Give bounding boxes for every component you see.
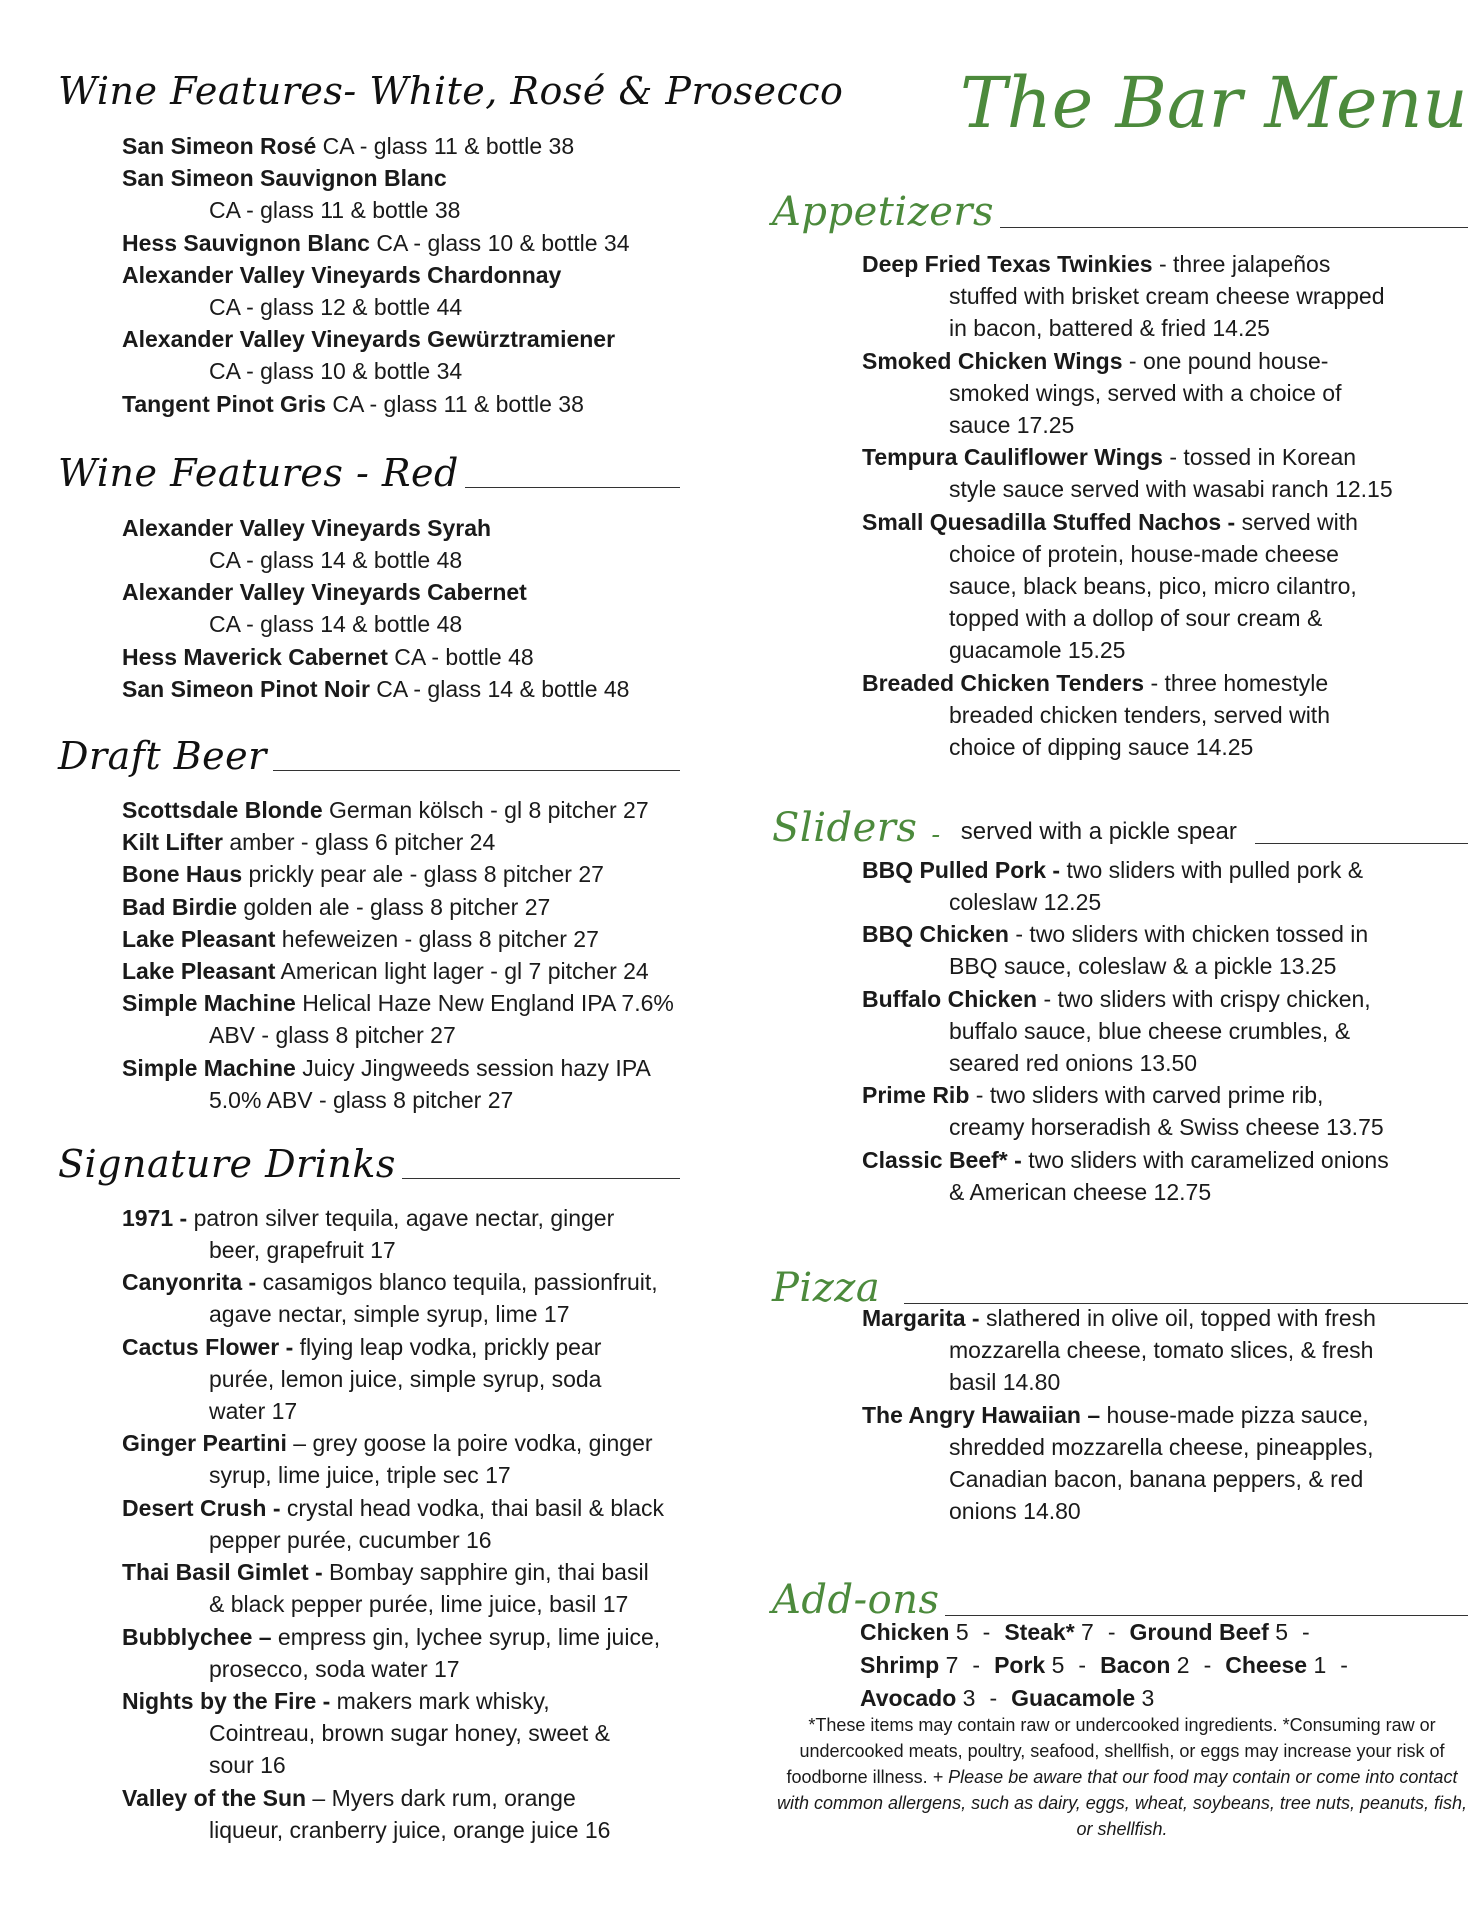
addons-row [860,1649,1460,1682]
menu-item [122,794,722,826]
item-name: Nights by the Fire - [122,1688,331,1714]
addon-separator: - [1203,1652,1212,1678]
addon-name: Chicken [860,1619,950,1645]
menu-item [862,441,1462,505]
addon-price: 5 [1268,1619,1288,1645]
addon-separator: - [1340,1652,1348,1678]
menu-item [122,388,722,420]
item-description-continued: agave nectar, simple syrup, lime 17 [209,1301,570,1328]
menu-item [122,512,722,576]
section-header-draft-beer [58,734,680,778]
item-description: casamigos blanco tequila, passionfruit, [256,1269,658,1296]
item-description: – grey goose la poire vodka, ginger [286,1430,653,1457]
menu-item [122,987,722,1051]
item-name: Alexander Valley Vineyards Chardonnay [122,261,562,288]
item-name: Tempura Cauliflower Wings [862,444,1163,471]
section-title: Appetizers [772,189,995,235]
addon-price: 7 [939,1652,959,1678]
item-name: Deep Fried Texas Twinkies [862,251,1153,277]
item-description: flying leap vodka, prickly pear [293,1333,602,1360]
item-name: BBQ Chicken [862,921,1009,948]
addon-separator: - [982,1619,991,1645]
item-name: 1971 - [122,1205,188,1231]
menu-item [122,955,722,987]
menu-item [122,1052,722,1116]
item-name: Tangent Pinot Gris [122,390,327,417]
item-name: Margarita - [862,1305,980,1331]
menu-item [862,918,1462,982]
menu-item [862,1079,1462,1143]
item-description-continued: shredded mozzarella cheese, pineapples, Canadian bacon, banana peppers, & red onions 14.80 [949,1433,1374,1524]
section-title: Wine Features - Red [58,451,459,495]
menu-item [122,673,722,705]
menu-item [122,1266,722,1330]
item-description: - two sliders with crispy chicken, [1037,985,1371,1012]
section-header-appetizers [772,189,1468,235]
addon-price: 5 [1045,1652,1065,1678]
addons-row [860,1616,1460,1649]
item-description-continued: & black pepper purée, lime juice, basil 17 [209,1591,629,1618]
addon-price: 3 [956,1685,976,1711]
divider [465,487,680,488]
item-description: CA - glass 11 & bottle 38 [316,133,575,159]
menu-item [122,641,722,673]
item-name: Smoked Chicken Wings [862,347,1123,374]
item-name: Valley of the Sun [122,1784,307,1811]
allergen-note: + Please be aware that our food may contain or come into contact with common allergens, such as dairy, eggs, wheat, soybeans, tree nuts, peanuts, fish, or shellfish. [776,1767,1468,1839]
addons-list [860,1616,1460,1715]
disclaimer-text: *These items may contain raw or undercooked ingredients. *Consuming raw or undercooked meats, poultry, seafood, shellfish, or eggs may increase your risk of foodborne illness. [786,1715,1445,1787]
addon-separator: - [1302,1619,1310,1645]
item-description: - two sliders with chicken tossed in [1008,921,1369,948]
page-title: The Bar Menu [960,62,1468,144]
item-description-continued: purée, lemon juice, simple syrup, soda water 17 [209,1365,602,1424]
divider [1000,227,1468,228]
item-name: Hess Sauvignon Blanc [122,229,370,256]
addon-separator: - [989,1685,998,1711]
item-name: San Simeon Pinot Noir [122,676,370,702]
item-description: American light lager - gl 7 pitcher 24 [275,958,649,984]
item-name: Small Quesadilla Stuffed Nachos - [862,508,1236,535]
item-description-continued: CA - glass 14 & bottle 48 [209,547,463,573]
addon-name: Cheese [1225,1652,1308,1678]
disclaimer [772,1712,1472,1842]
item-description-continued: 5.0% ABV - glass 8 pitcher 27 [209,1086,514,1113]
item-name: Bubblychee – [122,1623,272,1650]
menu-item [122,227,722,259]
menu-item [862,1302,1462,1398]
section-header-sliders [772,805,1468,851]
sliders-note: served with a pickle spear [960,818,1237,845]
item-description: - two sliders with carved prime rib, [969,1082,1324,1109]
item-description: served with [1235,508,1358,535]
item-name: Classic Beef* - [862,1146,1022,1173]
section-title: Sliders [772,805,918,851]
addon-separator: - [972,1652,981,1678]
section-title: Pizza [772,1265,881,1311]
menu-item [862,854,1462,918]
item-description: golden ale - glass 8 pitcher 27 [237,893,551,920]
item-name: Canyonrita - [122,1269,257,1296]
addons-row [860,1682,1460,1715]
item-description: prickly pear ale - glass 8 pitcher 27 [242,861,604,888]
section-header-signature [58,1142,680,1186]
menu-item [122,1427,722,1491]
item-description-continued: beer, grapefruit 17 [209,1237,396,1263]
item-description-continued: CA - glass 11 & bottle 38 [209,197,461,224]
item-description-continued: Cointreau, brown sugar honey, sweet & sour 16 [209,1720,611,1778]
item-description-continued: prosecco, soda water 17 [209,1655,460,1682]
item-name: San Simeon Rosé [122,133,317,159]
item-description-continued: & American cheese 12.75 [949,1178,1212,1205]
divider [402,1178,680,1179]
item-name: Alexander Valley Vineyards Cabernet [122,579,527,606]
menu-item [862,1399,1462,1527]
addon-name: Guacamole [1011,1685,1136,1711]
item-description: amber - glass 6 pitcher 24 [222,829,496,856]
item-description: CA - bottle 48 [387,643,534,670]
item-description: patron silver tequila, agave nectar, ginger [187,1205,615,1231]
item-name: Buffalo Chicken [862,985,1038,1012]
item-name: Kilt Lifter [122,829,223,856]
item-description: two sliders with pulled pork & [1060,857,1364,883]
item-description-continued: breaded chicken tenders, served with choice of dipping sauce 14.25 [949,701,1330,760]
addon-name: Shrimp [860,1652,940,1678]
menu-item [122,1685,722,1781]
addon-separator: - [1078,1652,1087,1678]
addon-price: 1 [1307,1652,1327,1678]
item-description: Bombay sapphire gin, thai basil [322,1559,649,1586]
item-description: Juicy Jingweeds session hazy IPA [295,1054,651,1081]
item-description-continued: mozzarella cheese, tomato slices, & fresh basil 14.80 [949,1337,1374,1395]
addon-price: 5 [949,1619,969,1645]
addon-name: Steak* [1004,1619,1075,1645]
item-description-continued: choice of protein, house-made cheese sauce, black beans, pico, micro cilantro, topped with a dollop of sour cream & guacamole 15.25 [949,540,1357,663]
menu-item [122,162,722,226]
menu-item [862,983,1462,1079]
item-name: Simple Machine [122,1054,296,1081]
addon-name: Ground Beef [1129,1619,1269,1645]
item-description: two sliders with caramelized onions [1021,1146,1389,1173]
divider [273,770,680,771]
item-name: Lake Pleasant [122,958,276,984]
item-name: Alexander Valley Vineyards Gewürztramiener [122,326,616,353]
menu-item [122,923,722,955]
menu-item [122,130,722,162]
menu-item [122,1621,722,1685]
item-description: Helical Haze New England IPA 7.6% [295,990,674,1017]
item-name: Simple Machine [122,990,296,1017]
item-name: Hess Maverick Cabernet [122,643,388,670]
menu-item [862,506,1462,666]
item-name: Alexander Valley Vineyards Syrah [122,515,492,541]
addon-name: Bacon [1100,1652,1171,1678]
item-description-continued: creamy horseradish & Swiss cheese 13.75 [949,1114,1384,1141]
item-description: house-made pizza sauce, [1100,1401,1369,1428]
item-name: Breaded Chicken Tenders [862,669,1145,696]
item-description: CA - glass 14 & bottle 48 [369,676,630,702]
item-description: slathered in olive oil, topped with fresh [979,1305,1376,1331]
item-name: Prime Rib [862,1082,970,1109]
section-header-wine-red [58,451,680,495]
item-description-continued: coleslaw 12.25 [949,889,1102,915]
menu-item [122,858,722,890]
menu-item [122,826,722,858]
menu-item [862,1144,1462,1208]
menu-item [122,1782,722,1846]
menu-item [122,1492,722,1556]
menu-item [122,259,722,323]
item-description: - three jalapeños [1152,251,1331,277]
item-description: empress gin, lychee syrup, lime juice, [271,1623,661,1650]
menu-item [122,1202,722,1266]
item-description: - three homestyle [1144,669,1329,696]
item-description-continued: CA - glass 14 & bottle 48 [209,611,463,638]
item-name: BBQ Pulled Pork - [862,857,1061,883]
menu-item [122,1556,722,1620]
item-description: CA - glass 10 & bottle 34 [369,229,630,256]
item-name: San Simeon Sauvignon Blanc [122,165,447,192]
item-description-continued: stuffed with brisket cream cheese wrapped in bacon, battered & fried 14.25 [949,283,1385,341]
item-name: The Angry Hawaiian – [862,1401,1101,1428]
menu-item [122,891,722,923]
item-name: Scottsdale Blonde [122,797,323,823]
sliders-dash: - [931,820,941,850]
item-description-continued: pepper purée, cucumber 16 [209,1526,492,1553]
addon-name: Avocado [860,1685,957,1711]
item-description-continued: ABV - glass 8 pitcher 27 [209,1022,456,1049]
item-description: German kölsch - gl 8 pitcher 27 [322,797,649,823]
item-name: Ginger Peartini [122,1430,287,1457]
item-description: crystal head vodka, thai basil & black [280,1494,665,1521]
menu-item [122,576,722,640]
addon-name: Pork [994,1652,1046,1678]
item-description-continued: syrup, lime juice, triple sec 17 [209,1462,511,1489]
item-name: Thai Basil Gimlet - [122,1559,323,1586]
item-description-continued: CA - glass 10 & bottle 34 [209,358,463,385]
menu-item [862,248,1462,344]
menu-item [122,1331,722,1427]
section-title: Signature Drinks [58,1142,396,1186]
item-description: CA - glass 11 & bottle 38 [326,390,584,417]
item-description: hefeweizen - glass 8 pitcher 27 [275,925,599,952]
item-description-continued: BBQ sauce, coleslaw & a pickle 13.25 [949,953,1337,980]
item-description: – Myers dark rum, orange [306,1784,576,1811]
item-name: Bad Birdie [122,893,238,920]
divider [1255,843,1468,844]
item-name: Bone Haus [122,861,243,888]
item-name: Cactus Flower - [122,1333,294,1360]
addon-price: 3 [1135,1685,1155,1711]
item-description-continued: style sauce served with wasabi ranch 12.15 [949,476,1393,503]
menu-item [862,345,1462,441]
item-name: Desert Crush - [122,1494,281,1521]
item-name: Lake Pleasant [122,925,276,952]
item-description: makers mark whisky, [330,1688,550,1714]
item-description-continued: CA - glass 12 & bottle 44 [209,293,463,320]
section-title: Add-ons [772,1577,940,1623]
item-description-continued: liqueur, cranberry juice, orange juice 16 [209,1816,611,1843]
section-header-wine-white [58,69,844,113]
section-title: Wine Features- White, Rosé & Prosecco [58,69,844,113]
menu-item [862,667,1462,763]
item-description: - tossed in Korean [1162,444,1357,471]
addon-price: 7 [1074,1619,1094,1645]
addon-separator: - [1107,1619,1116,1645]
addon-price: 2 [1170,1652,1190,1678]
section-title: Draft Beer [58,734,267,778]
item-description-continued: smoked wings, served with a choice of sauce 17.25 [949,379,1342,438]
item-description: - one pound house- [1122,347,1329,374]
section-header-addons [772,1577,1468,1623]
item-description-continued: buffalo sauce, blue cheese crumbles, & seared red onions 13.50 [949,1017,1351,1076]
menu-item [122,323,722,387]
